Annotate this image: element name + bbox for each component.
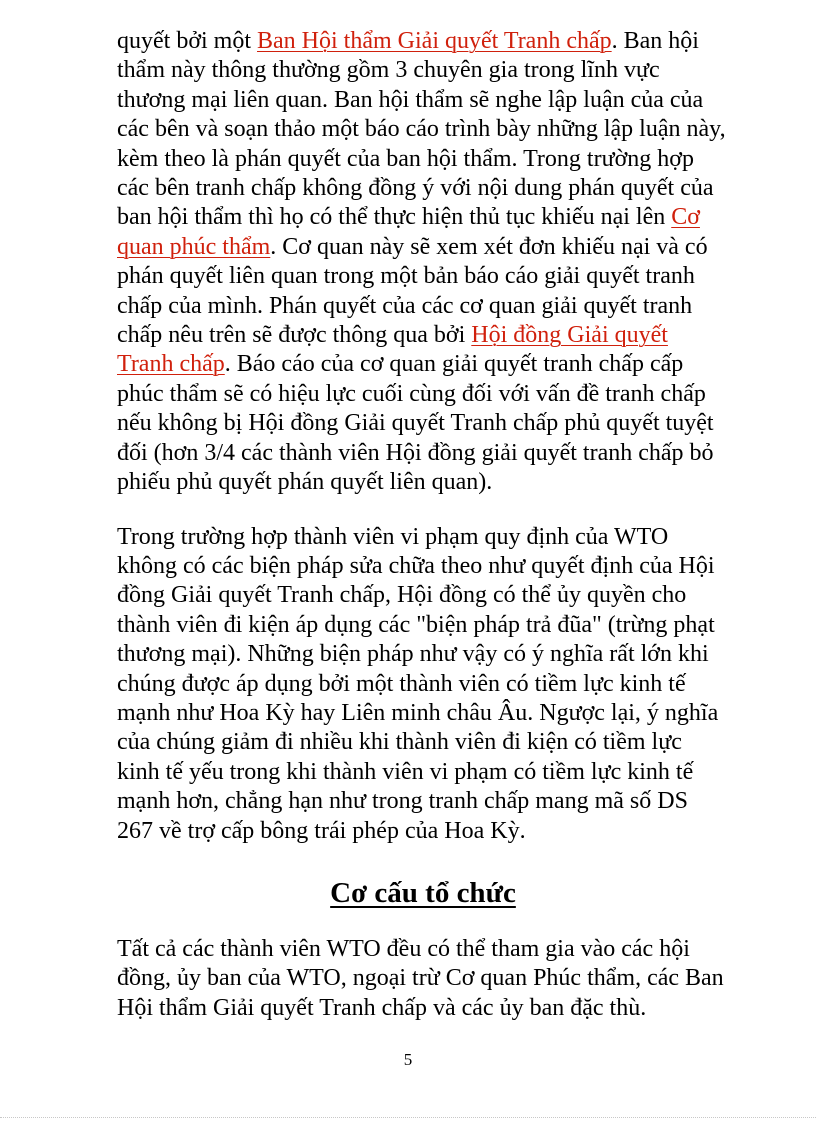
para1-text-2: . Ban hội thẩm này thông thường gồm 3 chuyên gia trong lĩnh vực thương mại liên quan. Ban hội thẩm sẽ nghe lập luận của của các bên và soạn thảo một báo cáo trình bày những lập luận này, kèm theo là phán quyết của ban hội thẩm. Trong trường hợp các bên tranh chấp không đồng ý với nội dung phán quyết của ban hội thẩm thì họ có thể thực hiện thủ tục khiếu nại lên	[117, 28, 726, 231]
paragraph-dispute-procedure	[117, 27, 729, 498]
paragraph-retaliation-measures: Trong trường hợp thành viên vi phạm quy định của WTO không có các biện pháp sửa chữa theo như quyết định của Hội đồng Giải quyết Tranh chấp, Hội đồng có thể ủy quyền cho thành viên đi kiện áp dụng các "biện pháp trả đũa" (trừng phạt thương mại). Những biện pháp như vậy có ý nghĩa rất lớn khi chúng được áp dụng bởi một thành viên có tiềm lực kinh tế mạnh như Hoa Kỳ hay Liên minh châu Âu. Ngược lại, ý nghĩa của chúng giảm đi nhiều khi thành viên đi kiện có tiềm lực kinh tế yếu trong khi thành viên vi phạm có tiềm lực kinh tế mạnh hơn, chẳng hạn như trong tranh chấp mang mã số DS 267 về trợ cấp bông trái phép của Hoa Kỳ.	[117, 523, 719, 844]
page-bottom-edge	[0, 1117, 816, 1118]
para1-text-3: . Cơ quan này sẽ xem xét đơn khiếu nại và có phán quyết liên quan trong một bản báo cáo giải quyết tranh chấp của mình. Phán quyết của các cơ quan giải quyết tranh chấp nêu trên sẽ được thông qua bởi	[117, 233, 708, 349]
link-dispute-settlement-body[interactable]: Hội đồng Giải quyết Tranh chấp	[117, 322, 668, 378]
section-heading-text: Cơ cấu tổ chức	[330, 876, 516, 909]
page-number: 5	[403, 1050, 413, 1069]
paragraph-organization: Tất cả các thành viên WTO đều có thể tham gia vào các hội đồng, ủy ban của WTO, ngoại trừ Cơ quan Phúc thẩm, các Ban Hội thẩm Giải quyết Tranh chấp và các ủy ban đặc thù.	[117, 935, 724, 1021]
link-panel-dispute-settlement[interactable]: Ban Hội thẩm Giải quyết Tranh chấp	[257, 28, 612, 54]
document-body	[117, 27, 729, 1023]
section-heading	[117, 873, 729, 913]
link-appellate-body[interactable]: Cơ quan phúc thẩm	[117, 204, 700, 260]
para1-text-1: quyết bởi một	[117, 28, 258, 54]
para1-text-4: . Báo cáo của cơ quan giải quyết tranh chấp cấp phúc thẩm sẽ có hiệu lực cuối cùng đối với vấn đề tranh chấp nếu không bị Hội đồng Giải quyết Tranh chấp phủ quyết tuyệt đối (hơn 3/4 các thành viên Hội đồng giải quyết tranh chấp bỏ phiếu phủ quyết phán quyết liên quan).	[117, 351, 714, 496]
